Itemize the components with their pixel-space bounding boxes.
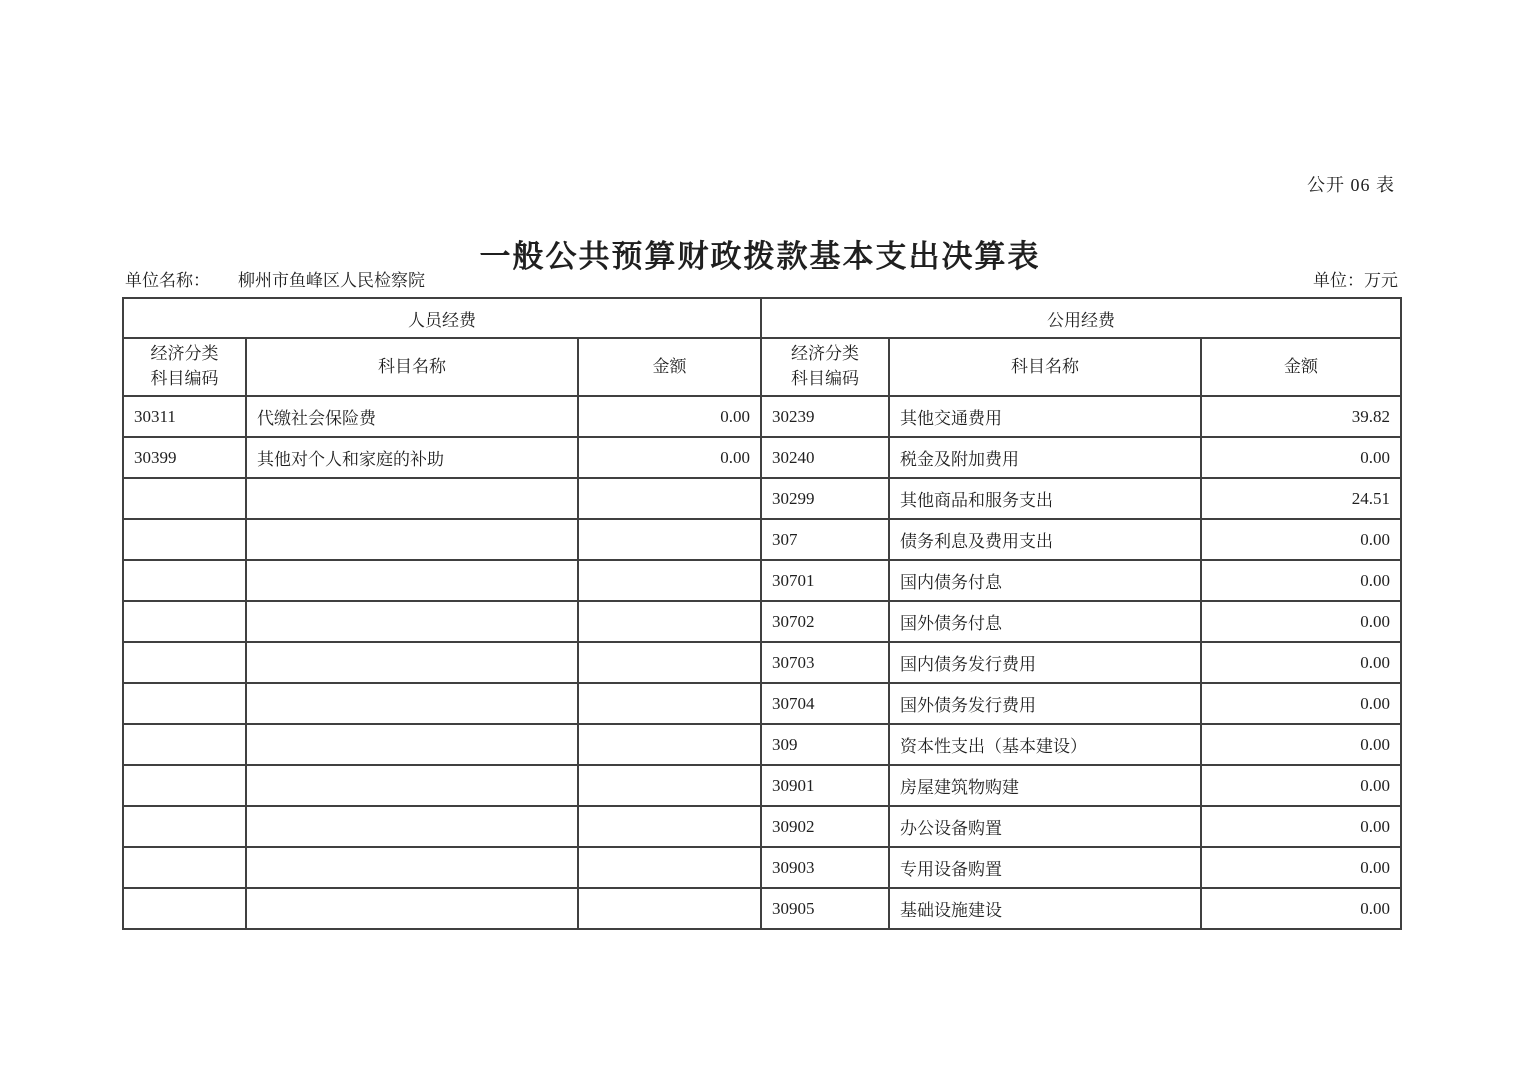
right-code-cell: 307 [761, 519, 889, 560]
right-amount-cell: 0.00 [1201, 519, 1401, 560]
right-code-cell: 30901 [761, 765, 889, 806]
right-name-cell: 国外债务发行费用 [889, 683, 1201, 724]
table-row [123, 765, 1401, 806]
left-amount-cell [578, 724, 761, 765]
right-amount-header: 金额 [1201, 338, 1401, 396]
right-name-cell: 债务利息及费用支出 [889, 519, 1201, 560]
right-name-cell: 其他商品和服务支出 [889, 478, 1201, 519]
left-amount-cell [578, 847, 761, 888]
left-code-cell [123, 560, 246, 601]
left-amount-cell [578, 601, 761, 642]
table-row [123, 806, 1401, 847]
right-code-cell: 30239 [761, 396, 889, 437]
left-amount-cell [578, 765, 761, 806]
right-group-header: 公用经费 [761, 298, 1401, 338]
left-name-cell [246, 888, 578, 929]
left-name-cell [246, 724, 578, 765]
table-row [123, 519, 1401, 560]
table-body [123, 396, 1401, 929]
left-name-cell: 代缴社会保险费 [246, 396, 578, 437]
right-name-cell: 其他交通费用 [889, 396, 1201, 437]
unit-name-value: 柳州市鱼峰区人民检察院 [238, 271, 425, 290]
table-row [123, 724, 1401, 765]
right-amount-cell: 0.00 [1201, 806, 1401, 847]
table-row [123, 437, 1401, 478]
table-row [123, 847, 1401, 888]
left-name-cell [246, 560, 578, 601]
page-title: 一般公共预算财政拨款基本支出决算表 [479, 238, 1041, 274]
left-code-cell [123, 642, 246, 683]
left-name-cell [246, 847, 578, 888]
left-code-cell [123, 478, 246, 519]
left-code-header [123, 338, 246, 396]
left-name-cell [246, 765, 578, 806]
left-name-cell [246, 683, 578, 724]
left-amount-cell [578, 478, 761, 519]
left-amount-cell: 0.00 [578, 396, 761, 437]
right-name-cell: 专用设备购置 [889, 847, 1201, 888]
right-amount-cell: 0.00 [1201, 765, 1401, 806]
right-name-cell: 国内债务付息 [889, 560, 1201, 601]
right-amount-cell: 0.00 [1201, 560, 1401, 601]
table-row [123, 888, 1401, 929]
budget-table [122, 297, 1402, 930]
right-amount-cell: 0.00 [1201, 847, 1401, 888]
right-name-cell: 房屋建筑物购建 [889, 765, 1201, 806]
left-code-cell [123, 765, 246, 806]
table-row [123, 560, 1401, 601]
table-row [123, 478, 1401, 519]
right-amount-cell: 24.51 [1201, 478, 1401, 519]
left-amount-cell: 0.00 [578, 437, 761, 478]
right-code-cell: 30703 [761, 642, 889, 683]
right-name-cell: 国内债务发行费用 [889, 642, 1201, 683]
left-code-cell [123, 888, 246, 929]
right-code-cell: 30702 [761, 601, 889, 642]
right-name-cell: 基础设施建设 [889, 888, 1201, 929]
left-group-header: 人员经费 [123, 298, 761, 338]
table-row [123, 642, 1401, 683]
right-code-cell: 30701 [761, 560, 889, 601]
table-row [123, 396, 1401, 437]
left-code-cell [123, 847, 246, 888]
left-name-header: 科目名称 [246, 338, 578, 396]
group-header-row [123, 298, 1401, 338]
left-amount-cell [578, 888, 761, 929]
right-amount-cell: 0.00 [1201, 601, 1401, 642]
left-code-header-line2: 科目编码 [150, 369, 219, 388]
unit-name-line [125, 266, 425, 291]
table-row [123, 683, 1401, 724]
table-code-label: 公开 06 表 [1307, 175, 1395, 195]
right-code-cell: 30240 [761, 437, 889, 478]
left-name-cell [246, 478, 578, 519]
left-name-cell [246, 642, 578, 683]
right-code-header [761, 338, 889, 396]
left-amount-cell [578, 683, 761, 724]
left-amount-cell [578, 519, 761, 560]
right-code-header-line2: 科目编码 [791, 369, 859, 388]
left-code-header-line1: 经济分类 [150, 344, 219, 364]
right-code-cell: 30299 [761, 478, 889, 519]
table-row [123, 601, 1401, 642]
right-amount-cell: 0.00 [1201, 437, 1401, 478]
right-amount-cell: 0.00 [1201, 683, 1401, 724]
left-code-cell [123, 519, 246, 560]
left-code-cell [123, 601, 246, 642]
right-name-header: 科目名称 [889, 338, 1201, 396]
left-amount-header: 金额 [578, 338, 761, 396]
right-name-cell: 税金及附加费用 [889, 437, 1201, 478]
left-amount-cell [578, 560, 761, 601]
meta-row [125, 266, 1398, 291]
right-amount-cell: 0.00 [1201, 724, 1401, 765]
right-name-cell: 资本性支出（基本建设） [889, 724, 1201, 765]
right-amount-cell: 0.00 [1201, 642, 1401, 683]
right-code-cell: 309 [761, 724, 889, 765]
left-name-cell [246, 519, 578, 560]
left-amount-cell [578, 642, 761, 683]
right-name-cell: 办公设备购置 [889, 806, 1201, 847]
left-code-cell [123, 683, 246, 724]
currency-unit-label: 单位：万元 [1313, 271, 1398, 290]
column-header-row [123, 338, 1401, 396]
left-code-cell: 30399 [123, 437, 246, 478]
left-code-cell [123, 724, 246, 765]
right-amount-cell: 39.82 [1201, 396, 1401, 437]
right-code-cell: 30704 [761, 683, 889, 724]
left-amount-cell [578, 806, 761, 847]
left-name-cell [246, 601, 578, 642]
right-amount-cell: 0.00 [1201, 888, 1401, 929]
unit-name-label: 单位名称： [125, 271, 210, 290]
right-code-cell: 30905 [761, 888, 889, 929]
left-code-cell [123, 806, 246, 847]
right-code-cell: 30903 [761, 847, 889, 888]
right-code-header-line1: 经济分类 [791, 344, 859, 364]
right-code-cell: 30902 [761, 806, 889, 847]
left-name-cell: 其他对个人和家庭的补助 [246, 437, 578, 478]
left-code-cell: 30311 [123, 396, 246, 437]
right-name-cell: 国外债务付息 [889, 601, 1201, 642]
left-name-cell [246, 806, 578, 847]
